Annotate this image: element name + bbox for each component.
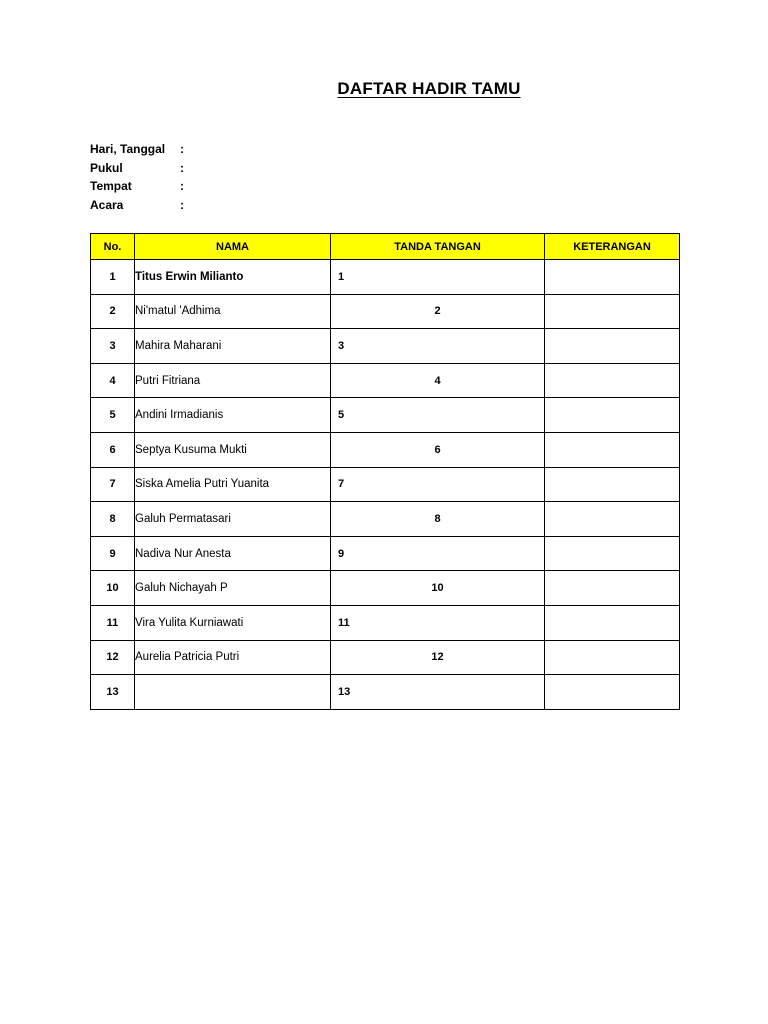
notes-cell — [545, 363, 680, 398]
notes-cell — [545, 260, 680, 295]
table-row — [91, 467, 680, 502]
guest-name: Aurelia Patricia Putri — [135, 640, 331, 675]
attendance-table — [90, 233, 680, 710]
row-number: 5 — [91, 398, 135, 433]
signature-cell: 4 — [331, 363, 545, 398]
signature-cell: 6 — [331, 432, 545, 467]
notes-cell — [545, 329, 680, 364]
table-row — [91, 502, 680, 537]
table-row — [91, 536, 680, 571]
row-number: 8 — [91, 502, 135, 537]
row-number: 11 — [91, 605, 135, 640]
notes-cell — [545, 467, 680, 502]
signature-cell: 2 — [331, 294, 545, 329]
table-row — [91, 571, 680, 606]
guest-name: Nadiva Nur Anesta — [135, 536, 331, 571]
notes-cell — [545, 432, 680, 467]
table-row — [91, 675, 680, 710]
signature-cell: 8 — [331, 502, 545, 537]
row-number: 7 — [91, 467, 135, 502]
signature-cell: 12 — [331, 640, 545, 675]
header-signature: TANDA TANGAN — [331, 234, 545, 260]
row-number: 6 — [91, 432, 135, 467]
table-body — [91, 260, 680, 710]
info-colon: : — [180, 142, 184, 157]
signature-cell: 3 — [331, 329, 545, 364]
row-number: 3 — [91, 329, 135, 364]
signature-cell: 10 — [331, 571, 545, 606]
row-number: 1 — [91, 260, 135, 295]
table-header-row — [91, 234, 680, 260]
page-title: DAFTAR HADIR TAMU — [337, 79, 521, 98]
table-row — [91, 363, 680, 398]
info-row-place — [90, 177, 190, 196]
signature-cell: 11 — [331, 605, 545, 640]
info-label: Pukul — [90, 160, 123, 175]
notes-cell — [545, 398, 680, 433]
signature-cell: 13 — [331, 675, 545, 710]
signature-cell: 7 — [331, 467, 545, 502]
row-number: 13 — [91, 675, 135, 710]
guest-name: Andini Irmadianis — [135, 398, 331, 433]
notes-cell — [545, 294, 680, 329]
notes-cell — [545, 640, 680, 675]
table-row — [91, 329, 680, 364]
notes-cell — [545, 675, 680, 710]
table-row — [91, 432, 680, 467]
guest-name: Siska Amelia Putri Yuanita — [135, 467, 331, 502]
row-number: 2 — [91, 294, 135, 329]
info-colon: : — [180, 160, 184, 175]
guest-name: Putri Fitriana — [135, 363, 331, 398]
row-number: 9 — [91, 536, 135, 571]
header-notes: KETERANGAN — [545, 234, 680, 260]
table-row — [91, 260, 680, 295]
guest-name: Ni'matul 'Adhima — [135, 294, 331, 329]
guest-name: Mahira Maharani — [135, 329, 331, 364]
info-row-event — [90, 196, 190, 215]
info-label: Hari, Tanggal — [90, 142, 166, 157]
row-number: 10 — [91, 571, 135, 606]
table-row — [91, 640, 680, 675]
event-info — [90, 140, 190, 214]
info-colon: : — [180, 179, 184, 194]
info-colon: : — [180, 197, 184, 212]
info-label: Tempat — [90, 179, 132, 194]
signature-cell: 5 — [331, 398, 545, 433]
guest-name: Septya Kusuma Mukti — [135, 432, 331, 467]
row-number: 4 — [91, 363, 135, 398]
notes-cell — [545, 536, 680, 571]
table-row — [91, 294, 680, 329]
header-name: NAMA — [135, 234, 331, 260]
row-number: 12 — [91, 640, 135, 675]
notes-cell — [545, 502, 680, 537]
table-row — [91, 605, 680, 640]
notes-cell — [545, 605, 680, 640]
signature-cell: 1 — [331, 260, 545, 295]
guest-name — [135, 675, 331, 710]
guest-name: Titus Erwin Milianto — [135, 260, 331, 295]
guest-name: Galuh Nichayah P — [135, 571, 331, 606]
table-row — [91, 398, 680, 433]
guest-name: Galuh Permatasari — [135, 502, 331, 537]
header-no: No. — [91, 234, 135, 260]
signature-cell: 9 — [331, 536, 545, 571]
notes-cell — [545, 571, 680, 606]
info-row-time — [90, 159, 190, 178]
info-row-date — [90, 140, 190, 159]
guest-name: Vira Yulita Kurniawati — [135, 605, 331, 640]
info-label: Acara — [90, 197, 124, 212]
